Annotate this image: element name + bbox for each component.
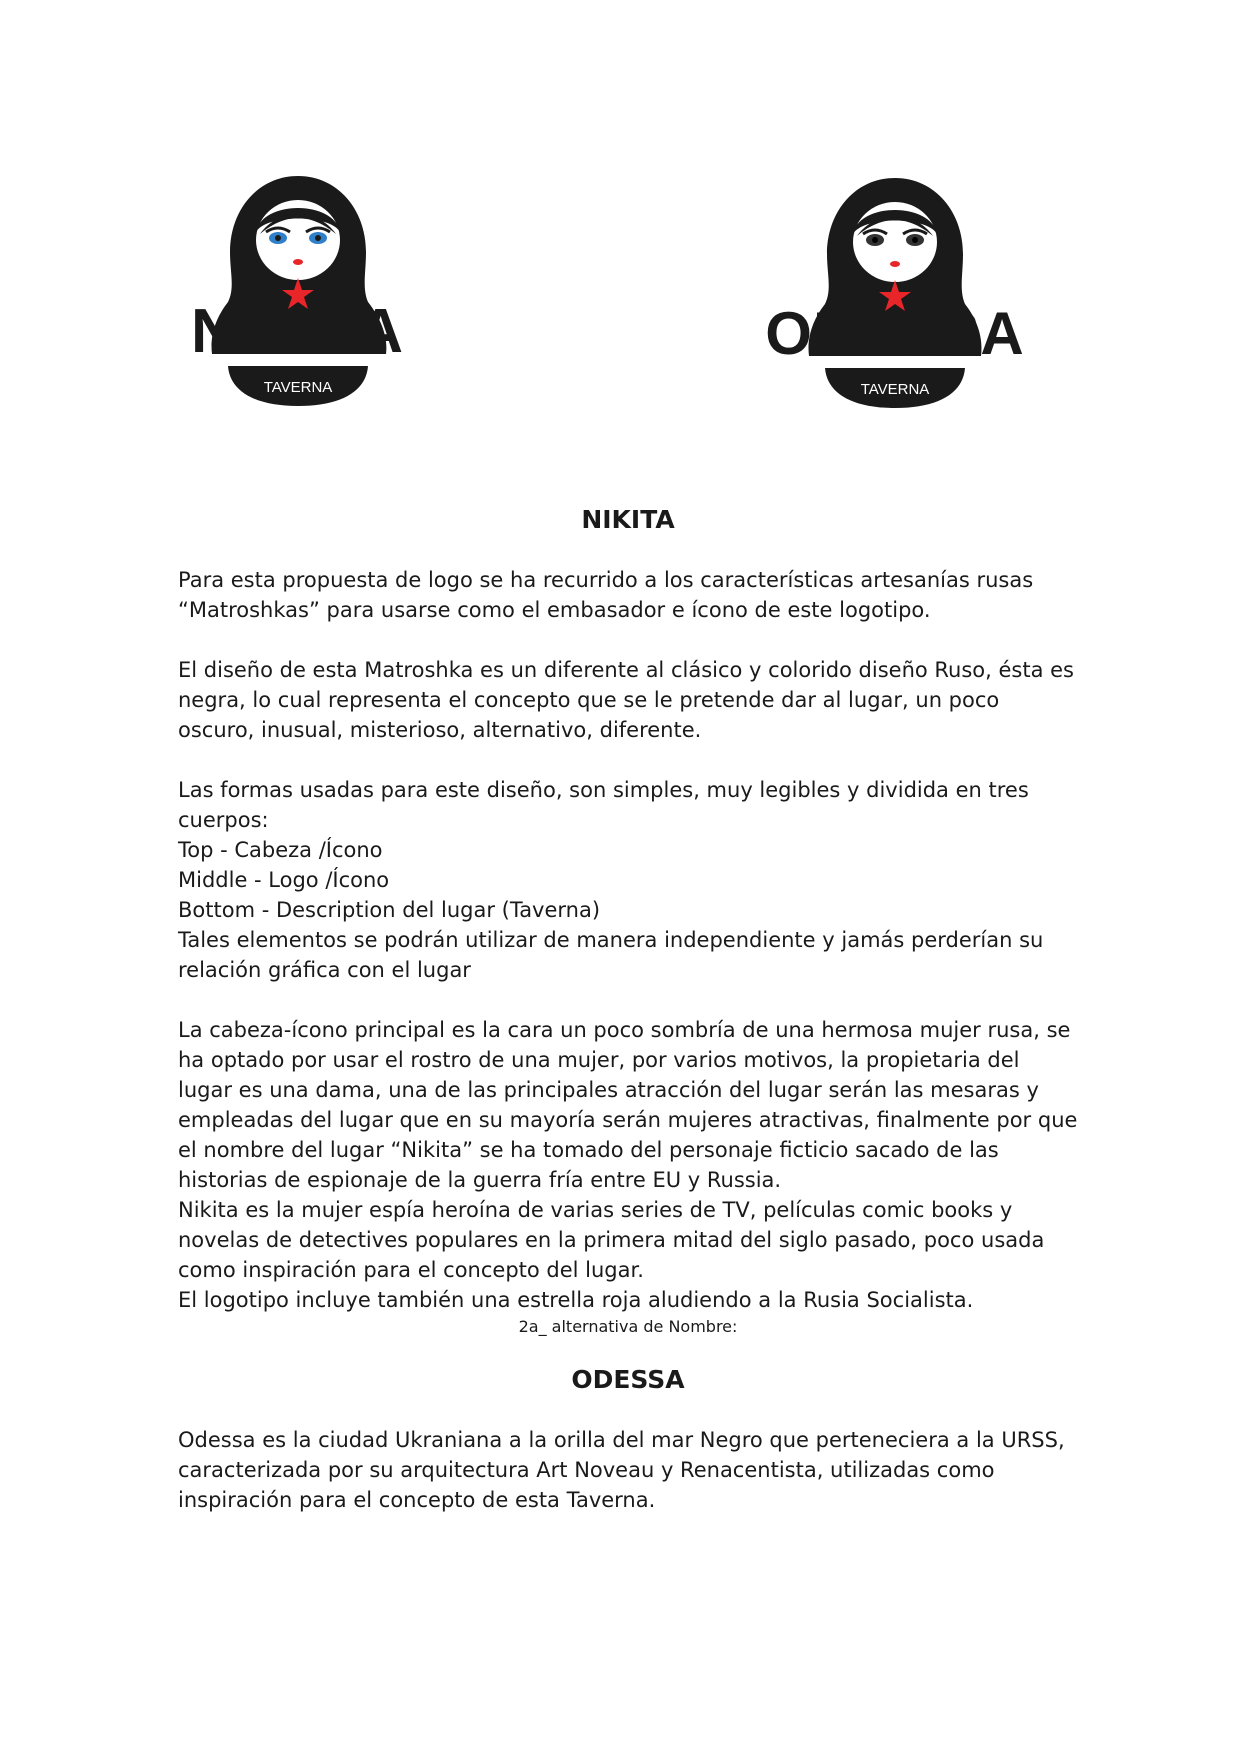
- matryoshka-doll-icon: [212, 176, 387, 406]
- paragraph-intro: Para esta propuesta de logo se ha recurrido a los características artesanías rusas “Matroshkas” para usarse como el embasador e ícono de este logotipo.: [178, 568, 1034, 622]
- odessa-logo: [730, 172, 1060, 452]
- document-body: [178, 505, 1078, 1515]
- paragraph-forms: Las formas usadas para este diseño, son simples, muy legibles y dividida en tres cuerpos:: [178, 778, 1029, 832]
- paragraph-odessa: Odessa es la ciudad Ukraniana a la orilla del mar Negro que perteneciera a la URSS, caracterizada por su arquitectura Art Noveau y Renacentista, utilizadas como inspiración para el concepto de esta Taverna.: [178, 1428, 1065, 1512]
- nikita-logo: [170, 170, 430, 450]
- paragraph-head-icon: La cabeza-ícono principal es la cara un poco sombría de una hermosa mujer rusa, se ha optado por usar el rostro de una mujer, por varios motivos, la propietaria del lugar es una dama, una de las principales atracción del lugar serán las mesaras y empleadas del lugar que en su mayoría serán mujeres atractivas, finalmente por que el nombre del lugar “Nikita” se ha tomado del personaje ficticio sacado de las historias de espionaje de la guerra fría entre EU y Russia.: [178, 1018, 1078, 1192]
- paragraph-star: El logotipo incluye también una estrella roja aludiendo a la Rusia Socialista.: [178, 1288, 974, 1312]
- section-title-odessa: ODESSA: [571, 1365, 685, 1394]
- logo-subtitle: TAVERNA: [860, 381, 930, 398]
- alt-name-label: 2a_ alternativa de Nombre:: [518, 1317, 738, 1336]
- matryoshka-doll-icon: [809, 178, 982, 408]
- logo-subtitle: TAVERNA: [263, 379, 333, 396]
- list-item-top: Top - Cabeza /Ícono: [178, 838, 383, 862]
- paragraph-forms-end: Tales elementos se podrán utilizar de manera independiente y jamás perderían su relación gráfica con el lugar: [178, 928, 1044, 982]
- paragraph-nikita-character: Nikita es la mujer espía heroína de varias series de TV, películas comic books y novelas de detectives populares en la primera mitad del siglo pasado, poco usada como inspiración para el concepto del lugar.: [178, 1198, 1045, 1282]
- section-title-nikita: NIKITA: [581, 505, 675, 534]
- list-item-bottom: Bottom - Description del lugar (Taverna): [178, 898, 601, 922]
- paragraph-design: El diseño de esta Matroshka es un diferente al clásico y colorido diseño Ruso, ésta es negra, lo cual representa el concepto que se le pretende dar al lugar, un poco oscuro, inusual, misterioso, alternativo, diferente.: [178, 658, 1074, 742]
- logo-wordmark: NIKITA: [190, 297, 406, 366]
- logo-wordmark: ODESSA: [765, 300, 1025, 367]
- list-item-middle: Middle - Logo /Ícono: [178, 868, 390, 892]
